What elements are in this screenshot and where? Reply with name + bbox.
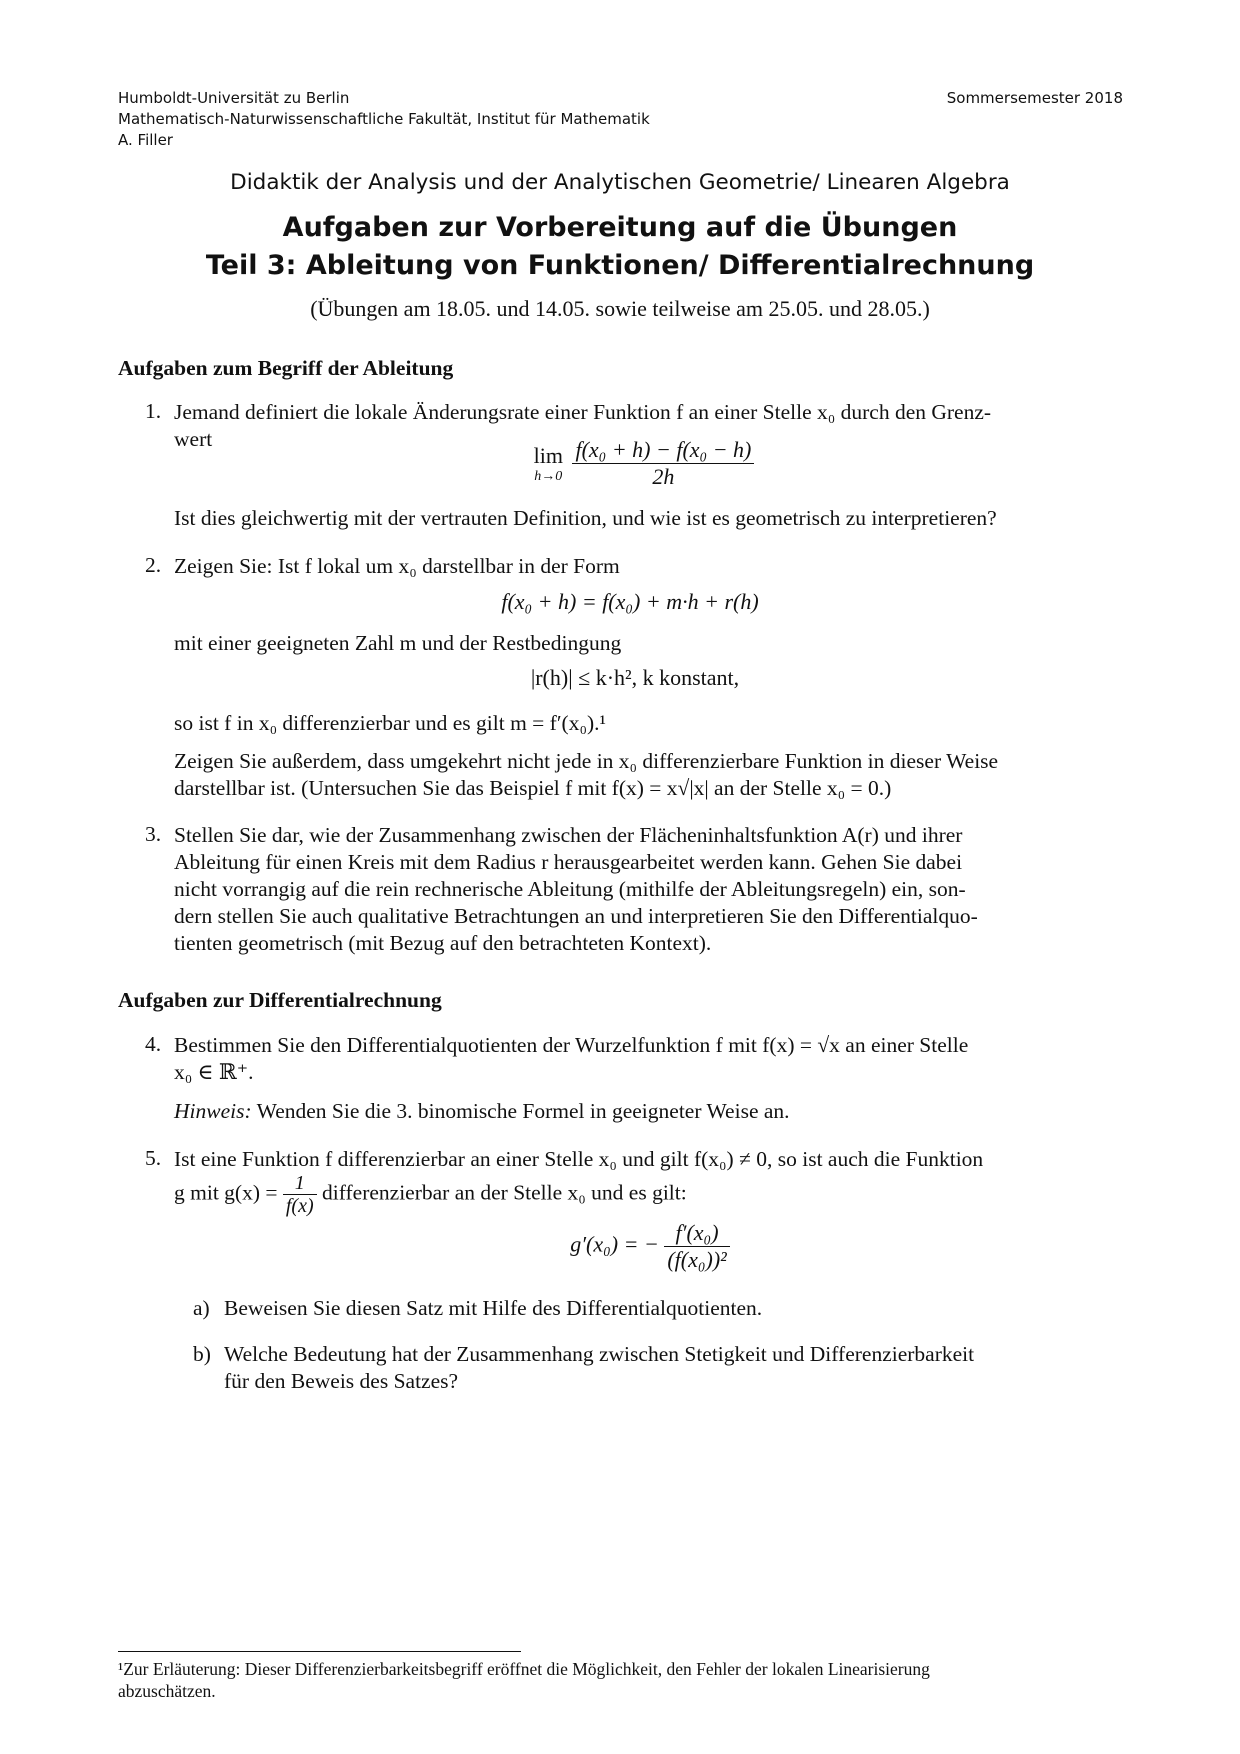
course-title: Didaktik der Analysis und der Analytischen Geometrie/ Linearen Algebra	[230, 170, 1010, 195]
page-subtitle: (Übungen am 18.05. und 14.05. sowie teilweise am 25.05. und 28.05.)	[310, 296, 930, 321]
university-name: Humboldt-Universität zu Berlin	[118, 89, 350, 107]
task-5b-text-line2: für den Beweis des Satzes?	[224, 1369, 459, 1393]
task-4-number: 4.	[145, 1032, 162, 1056]
task-5-formula-denominator: (f(x₀))²	[667, 1247, 727, 1272]
faculty-name: Mathematisch-Naturwissenschaftliche Fakultät, Institut für Mathematik	[118, 110, 650, 128]
task-1-formula-numerator: f(x₀ + h) − f(x₀ − h)	[572, 437, 754, 464]
task-5-number: 5.	[145, 1146, 162, 1170]
task-1-number: 1.	[145, 399, 162, 423]
page-title-line1: Aufgaben zur Vorbereitung auf die Übungen	[282, 212, 958, 243]
task-5-line2	[174, 1172, 687, 1217]
task-1-text-line1: Jemand definiert die lokale Änderungsrate einer Funktion f an einer Stelle x₀ durch den Grenz-	[174, 400, 992, 424]
task-5b-label: b)	[193, 1342, 211, 1366]
task-5a-text: Beweisen Sie diesen Satz mit Hilfe des Differentialquotienten.	[224, 1296, 763, 1320]
task-5-formula-lhs: g′(x₀) = −	[570, 1231, 659, 1257]
footnote-line2: abzuschätzen.	[118, 1681, 216, 1701]
task-4-line1: Bestimmen Sie den Differentialquotienten der Wurzelfunktion f mit f(x) = √x an einer Stelle	[174, 1033, 969, 1057]
semester-label: Sommersemester 2018	[946, 89, 1123, 107]
page-title-line2: Teil 3: Ableitung von Funktionen/ Differentialrechnung	[205, 250, 1035, 281]
task-3-line: dern stellen Sie auch qualitative Betrachtungen an und interpretieren Sie den Differentialquo-	[174, 904, 978, 928]
g-fraction-denominator: f(x)	[285, 1195, 314, 1217]
task-3-line: tienten geometrisch (mit Bezug auf den betrachteten Kontext).	[174, 931, 712, 955]
task-3-line: Ableitung für einen Kreis mit dem Radius r herausgearbeitet werden kann. Gehen Sie dabei	[174, 850, 963, 874]
task-2-text-4a: Zeigen Sie außerdem, dass umgekehrt nicht jede in x₀ differenzierbare Funktion in dieser Weise	[174, 749, 999, 773]
limit-symbol: lim	[533, 442, 563, 468]
task-5b-text-line1: Welche Bedeutung hat der Zusammenhang zwischen Stetigkeit und Differenzierbarkeit	[224, 1342, 975, 1366]
task-2-formula-1: f(x₀ + h) = f(x₀) + m·h + r(h)	[501, 589, 759, 614]
section-heading-1: Aufgaben zum Begriff der Ableitung	[118, 356, 454, 380]
task-5-line1: Ist eine Funktion f differenzierbar an einer Stelle x₀ und gilt f(x₀) ≠ 0, so ist auch die Funktion	[174, 1147, 984, 1171]
section-heading-2: Aufgaben zur Differentialrechnung	[118, 988, 442, 1012]
task-5-line2-post: differenzierbar an der Stelle x₀ und es gilt:	[322, 1180, 687, 1205]
task-4-hint-label: Hinweis:	[174, 1099, 252, 1123]
task-5a-label: a)	[193, 1296, 210, 1320]
task-4-hint	[174, 1098, 790, 1125]
task-1-question: Ist dies gleichwertig mit der vertrauten Definition, und wie ist es geometrisch zu interpretieren?	[174, 506, 997, 530]
task-5-formula	[520, 1220, 780, 1273]
task-2-text-3: so ist f in x₀ differenzierbar und es gilt m = f′(x₀).¹	[174, 711, 606, 735]
limit-subscript: h→0	[534, 468, 563, 484]
author-name: A. Filler	[118, 131, 173, 149]
task-4-line2: x₀ ∈ ℝ⁺.	[174, 1060, 254, 1084]
task-5-line2-pre: g mit g(x) =	[174, 1180, 278, 1205]
task-2-number: 2.	[145, 553, 162, 577]
task-1-formula	[514, 437, 774, 490]
task-3-line: nicht vorrangig auf die rein rechnerische Ableitung (mithilfe der Ableitungsregeln) ein, son-	[174, 877, 966, 901]
footnote-line1: ¹Zur Erläuterung: Dieser Differenzierbarkeitsbegriff eröffnet die Möglichkeit, den Fehler der lokalen Linearisierung	[118, 1659, 930, 1679]
footnote-divider	[118, 1651, 521, 1652]
task-2-text-2: mit einer geeigneten Zahl m und der Restbedingung	[174, 631, 622, 655]
task-5-formula-numerator: f′(x₀)	[664, 1220, 729, 1247]
page-header	[118, 88, 1123, 151]
task-3-line: Stellen Sie dar, wie der Zusammenhang zwischen der Flächeninhaltsfunktion A(r) und ihrer	[174, 823, 963, 847]
task-1-formula-denominator: 2h	[652, 464, 675, 489]
task-3-number: 3.	[145, 822, 162, 846]
task-1-text-line2: wert	[174, 427, 213, 451]
task-4-hint-text: Wenden Sie die 3. binomische Formel in geeigneter Weise an.	[251, 1099, 790, 1123]
task-2-text-4b: darstellbar ist. (Untersuchen Sie das Beispiel f mit f(x) = x√|x| an der Stelle x₀ = 0.)	[174, 776, 892, 800]
g-fraction-numerator: 1	[283, 1172, 317, 1195]
footnote	[118, 1658, 1123, 1702]
task-2-formula-2: |r(h)| ≤ k·h², k konstant,	[530, 665, 740, 690]
task-2-intro: Zeigen Sie: Ist f lokal um x₀ darstellbar in der Form	[174, 554, 620, 578]
